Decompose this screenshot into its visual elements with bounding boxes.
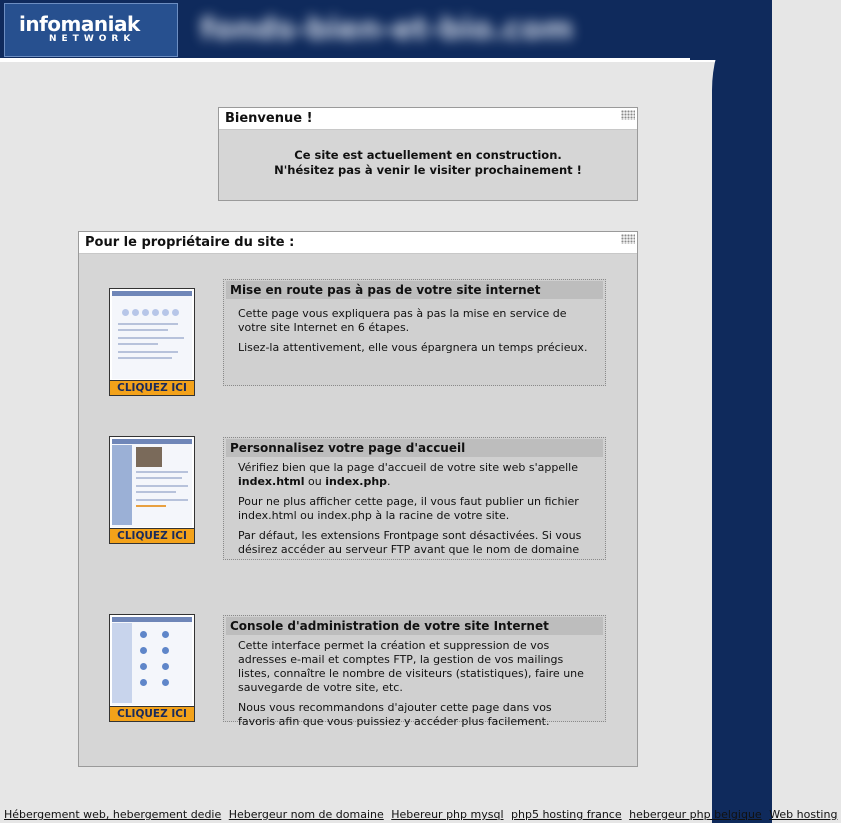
owner-box xyxy=(78,231,638,767)
mock-step-dot xyxy=(162,309,169,316)
mock-icon xyxy=(162,663,169,670)
site-header xyxy=(0,0,772,60)
corner-dots-icon xyxy=(621,110,635,120)
cliquez-ici-button-3[interactable]: CLIQUEZ ICI xyxy=(110,706,194,721)
footer-link-web-hosting[interactable]: Web hosting xyxy=(769,808,838,821)
thumbnail-screenshot-2 xyxy=(112,439,192,527)
homepage-thumbnail[interactable] xyxy=(109,436,195,544)
mock-header-bar xyxy=(112,439,192,444)
homepage-text-3: Par défaut, les extensions Frontpage sont désactivées. Si vous désirez accéder au serveur FTP avant que le nom de domaine xyxy=(238,529,582,556)
setup-guide-text-2: Lisez-la attentivement, elle vous épargnera un temps précieux. xyxy=(238,341,588,354)
mock-text-line xyxy=(118,343,158,345)
footer-link-nom-de-domaine[interactable]: Hebergeur nom de domaine xyxy=(228,808,384,821)
mock-text-line xyxy=(118,351,178,353)
admin-console-body xyxy=(224,635,605,729)
mock-text-line xyxy=(136,505,166,507)
welcome-box xyxy=(218,107,638,201)
mock-step-dot xyxy=(152,309,159,316)
mock-text-line xyxy=(136,477,182,479)
homepage-text-1 xyxy=(238,461,591,489)
footer-links xyxy=(4,808,838,821)
mock-step-dot xyxy=(142,309,149,316)
page-content xyxy=(4,62,712,802)
welcome-title-text: Bienvenue ! xyxy=(225,111,313,126)
mock-icon xyxy=(140,631,147,638)
mock-text-line xyxy=(136,471,188,473)
mock-text-line xyxy=(118,323,178,325)
admin-console-text-1: Cette interface permet la création et suppression de vos adresses e-mail et comptes FTP, la gestion de vos mailings listes, connaître le nombre de visiteurs (statistiques), faire une sauvegarde de votre site, etc. xyxy=(238,639,584,694)
setup-guide-section xyxy=(223,279,606,386)
index-html-filename: index.html xyxy=(238,475,305,488)
blurred-domain-name: fonds-bien-et-bio.com xyxy=(200,12,574,47)
mock-text-line xyxy=(136,491,176,493)
logo-text: infomaniak xyxy=(19,12,140,36)
thumbnail-screenshot-3 xyxy=(112,617,192,705)
mock-icon xyxy=(162,679,169,686)
cliquez-ici-button-1[interactable]: CLIQUEZ ICI xyxy=(110,380,194,395)
mock-icon xyxy=(162,647,169,654)
admin-console-thumbnail[interactable] xyxy=(109,614,195,722)
footer-link-hebergement-web[interactable]: Hébergement web, hebergement dedie xyxy=(4,808,222,821)
homepage-text-1-mid: ou xyxy=(308,475,322,488)
mock-text-line xyxy=(118,337,184,339)
homepage-text-1-end: . xyxy=(387,475,391,488)
footer-link-php5-hosting[interactable]: php5 hosting france xyxy=(511,808,622,821)
mock-step-dot xyxy=(172,309,179,316)
header-curve xyxy=(690,0,772,60)
mock-sidebar xyxy=(112,623,132,703)
index-php-filename: index.php xyxy=(325,475,388,488)
homepage-text-1-pre: Vérifiez bien que la page d'accueil de votre site web s'appelle xyxy=(238,461,578,474)
mock-header-bar xyxy=(112,291,192,296)
homepage-text-2: Pour ne plus afficher cette page, il vous faut publier un fichier index.html ou index.php à la racine de votre site. xyxy=(238,495,579,522)
mock-step-dot xyxy=(132,309,139,316)
mock-sidebar xyxy=(112,445,132,525)
mock-icon xyxy=(140,663,147,670)
admin-console-text-2: Nous vous recommandons d'ajouter cette page dans vos favoris afin que vous puissiez y accéder plus facilement. xyxy=(238,701,552,728)
welcome-line-1: Ce site est actuellement en construction. xyxy=(294,148,562,162)
homepage-body xyxy=(224,457,605,557)
owner-title-text: Pour le propriétaire du site : xyxy=(85,235,295,250)
footer-link-php-mysql[interactable]: Hebereur php mysql xyxy=(391,808,504,821)
mock-icon xyxy=(162,631,169,638)
admin-console-title: Console d'administration de votre site Internet xyxy=(226,617,603,635)
mock-step-dot xyxy=(122,309,129,316)
homepage-section xyxy=(223,437,606,560)
mock-text-line xyxy=(118,357,172,359)
right-decorative-panel xyxy=(712,0,772,823)
owner-title xyxy=(79,232,637,254)
footer-link-php-belgique[interactable]: hebergeur php belgique xyxy=(629,808,762,821)
mock-header-bar xyxy=(112,617,192,622)
mock-photo xyxy=(136,447,162,467)
welcome-message xyxy=(219,148,637,178)
mock-icon xyxy=(140,647,147,654)
mock-text-line xyxy=(118,329,168,331)
logo-subtext: NETWORK xyxy=(49,34,136,44)
homepage-title: Personnalisez votre page d'accueil xyxy=(226,439,603,457)
mock-text-line xyxy=(136,499,188,501)
thumbnail-screenshot-1 xyxy=(112,291,192,379)
mock-icon xyxy=(140,679,147,686)
admin-console-section xyxy=(223,615,606,728)
setup-guide-body xyxy=(224,299,605,355)
setup-guide-thumbnail[interactable] xyxy=(109,288,195,396)
setup-guide-text-1: Cette page vous expliquera pas à pas la mise en service de votre site Internet en 6 étapes. xyxy=(238,307,567,334)
welcome-line-2: N'hésitez pas à venir le visiter prochainement ! xyxy=(274,163,582,177)
setup-guide-title: Mise en route pas à pas de votre site internet xyxy=(226,281,603,299)
corner-dots-icon xyxy=(621,234,635,244)
welcome-title xyxy=(219,108,637,130)
cliquez-ici-button-2[interactable]: CLIQUEZ ICI xyxy=(110,528,194,543)
infomaniak-logo[interactable] xyxy=(4,3,178,57)
mock-text-line xyxy=(136,485,188,487)
